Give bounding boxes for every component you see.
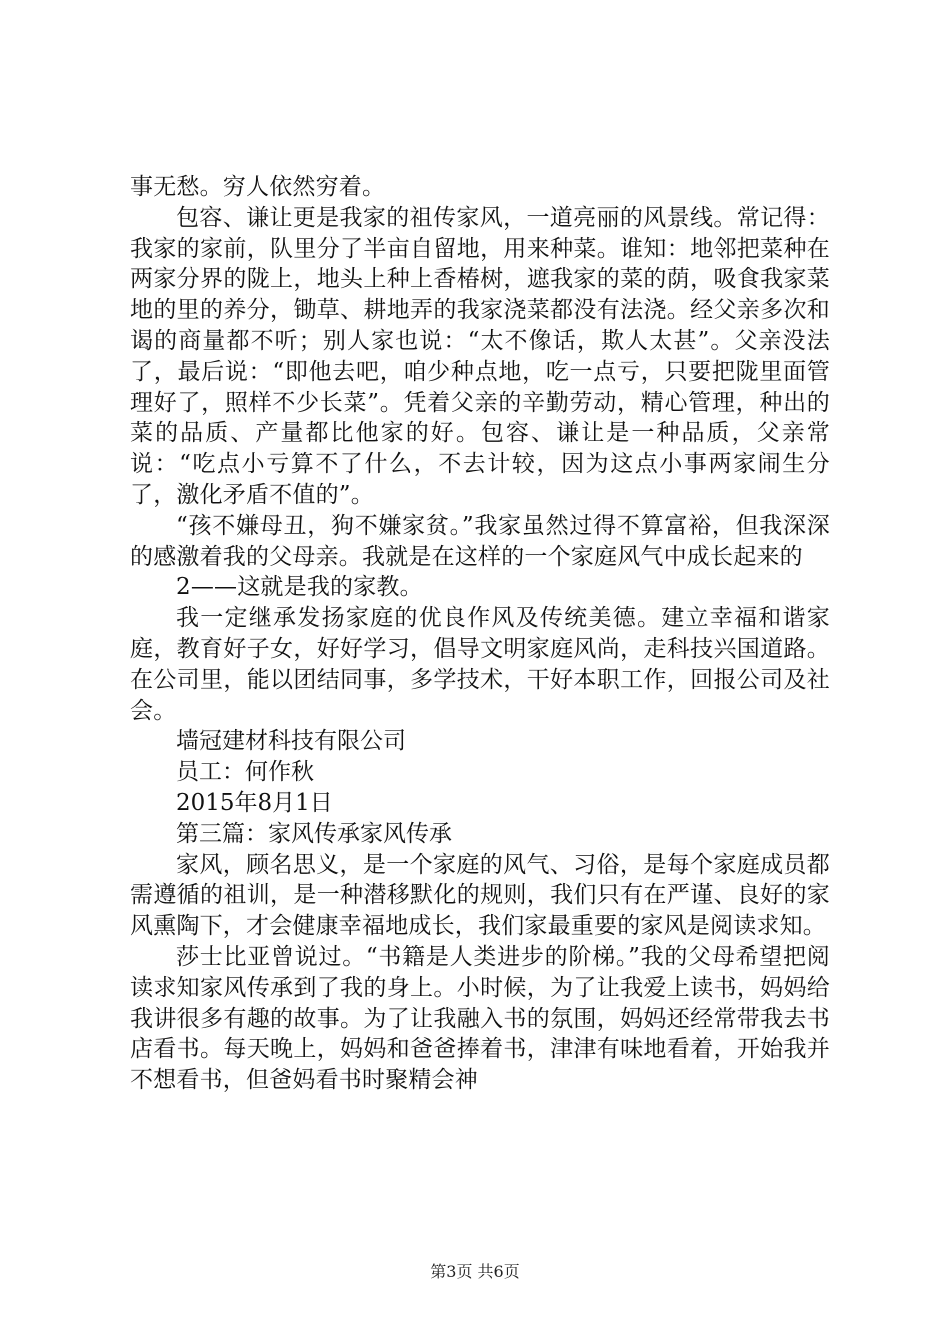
signature-date: 2015年8月1日 <box>176 789 333 816</box>
section-heading: 第三篇：家风传承家风传承 <box>176 820 452 847</box>
paragraph-commitment: 我一定继承发扬家庭的优良作风及传统美德。建立幸福和谐家庭，教育好子女，好好学习，倡导文明家庭风尚，走科技兴国道路。在公司里，能以团结同事，多学技术，干好本职工作，回报公司及社会。 <box>130 605 830 724</box>
paragraph-reading: 莎士比亚曾说过。“书籍是人类进步的阶梯。”我的父母希望把阅读求知家风传承到了我的身上。小时候，为了让我爱上读书，妈妈给我讲很多有趣的故事。为了让我融入书的氛围，妈妈还经常带我去书店看书。每天晚上，妈妈和爸爸捧着书，津津有味地看着，开始我并不想看书，但爸妈看书时聚精会神 <box>130 943 830 1094</box>
paragraph-family-style: 家风，顾名思义，是一个家庭的风气、习俗，是每个家庭成员都需遵循的祖训，是一种潜移默化的规则，我们只有在严谨、良好的家风熏陶下，才会健康幸福地成长，我们家最重要的家风是阅读求知。 <box>130 851 830 940</box>
paragraph-1: 事无愁。穷人依然穷着。 <box>130 174 386 200</box>
paragraph-gratitude: “孩不嫌母丑，狗不嫌家贫。”我家虽然过得不算富裕，但我深深的感激着我的父母亲。我就是在这样的一个家庭风气中成长起来的 <box>130 512 830 570</box>
paragraph-tolerance: 包容、谦让更是我家的祖传家风，一道亮丽的风景线。常记得：我家的家前，队里分了半亩自留地，用来种菜。谁知：地邻把菜种在两家分界的陇上，地头上种上香椿树，遮我家的菜的荫，吸食我家菜地的里的养分，锄草、耕地弄的我家浇菜都没有法浇。经父亲多次和谒的商量都不听；别人家也说：“太不像话，欺人太甚”。父亲没法了，最后说：“即他去吧，咱少种点地，吃一点亏，只要把陇里面管理好了，照样不少长菜”。凭着父亲的辛勤劳动，精心管理，种出的菜的品质、产量都比他家的好。包容、谦让是一种品质，父亲常说：“吃点小亏算不了什么，不去计较，因为这点小事两家闹生分了，激化矛盾不值的”。 <box>130 204 830 508</box>
paragraph-family-teaching: 2——这就是我的家教。 <box>176 574 423 601</box>
document-body <box>130 172 830 1096</box>
signature-employee: 员工：何作秋 <box>176 759 314 786</box>
signature-company: 墙冠建材科技有限公司 <box>176 728 406 755</box>
page-footer: 第3页 共6页 <box>430 1262 520 1281</box>
